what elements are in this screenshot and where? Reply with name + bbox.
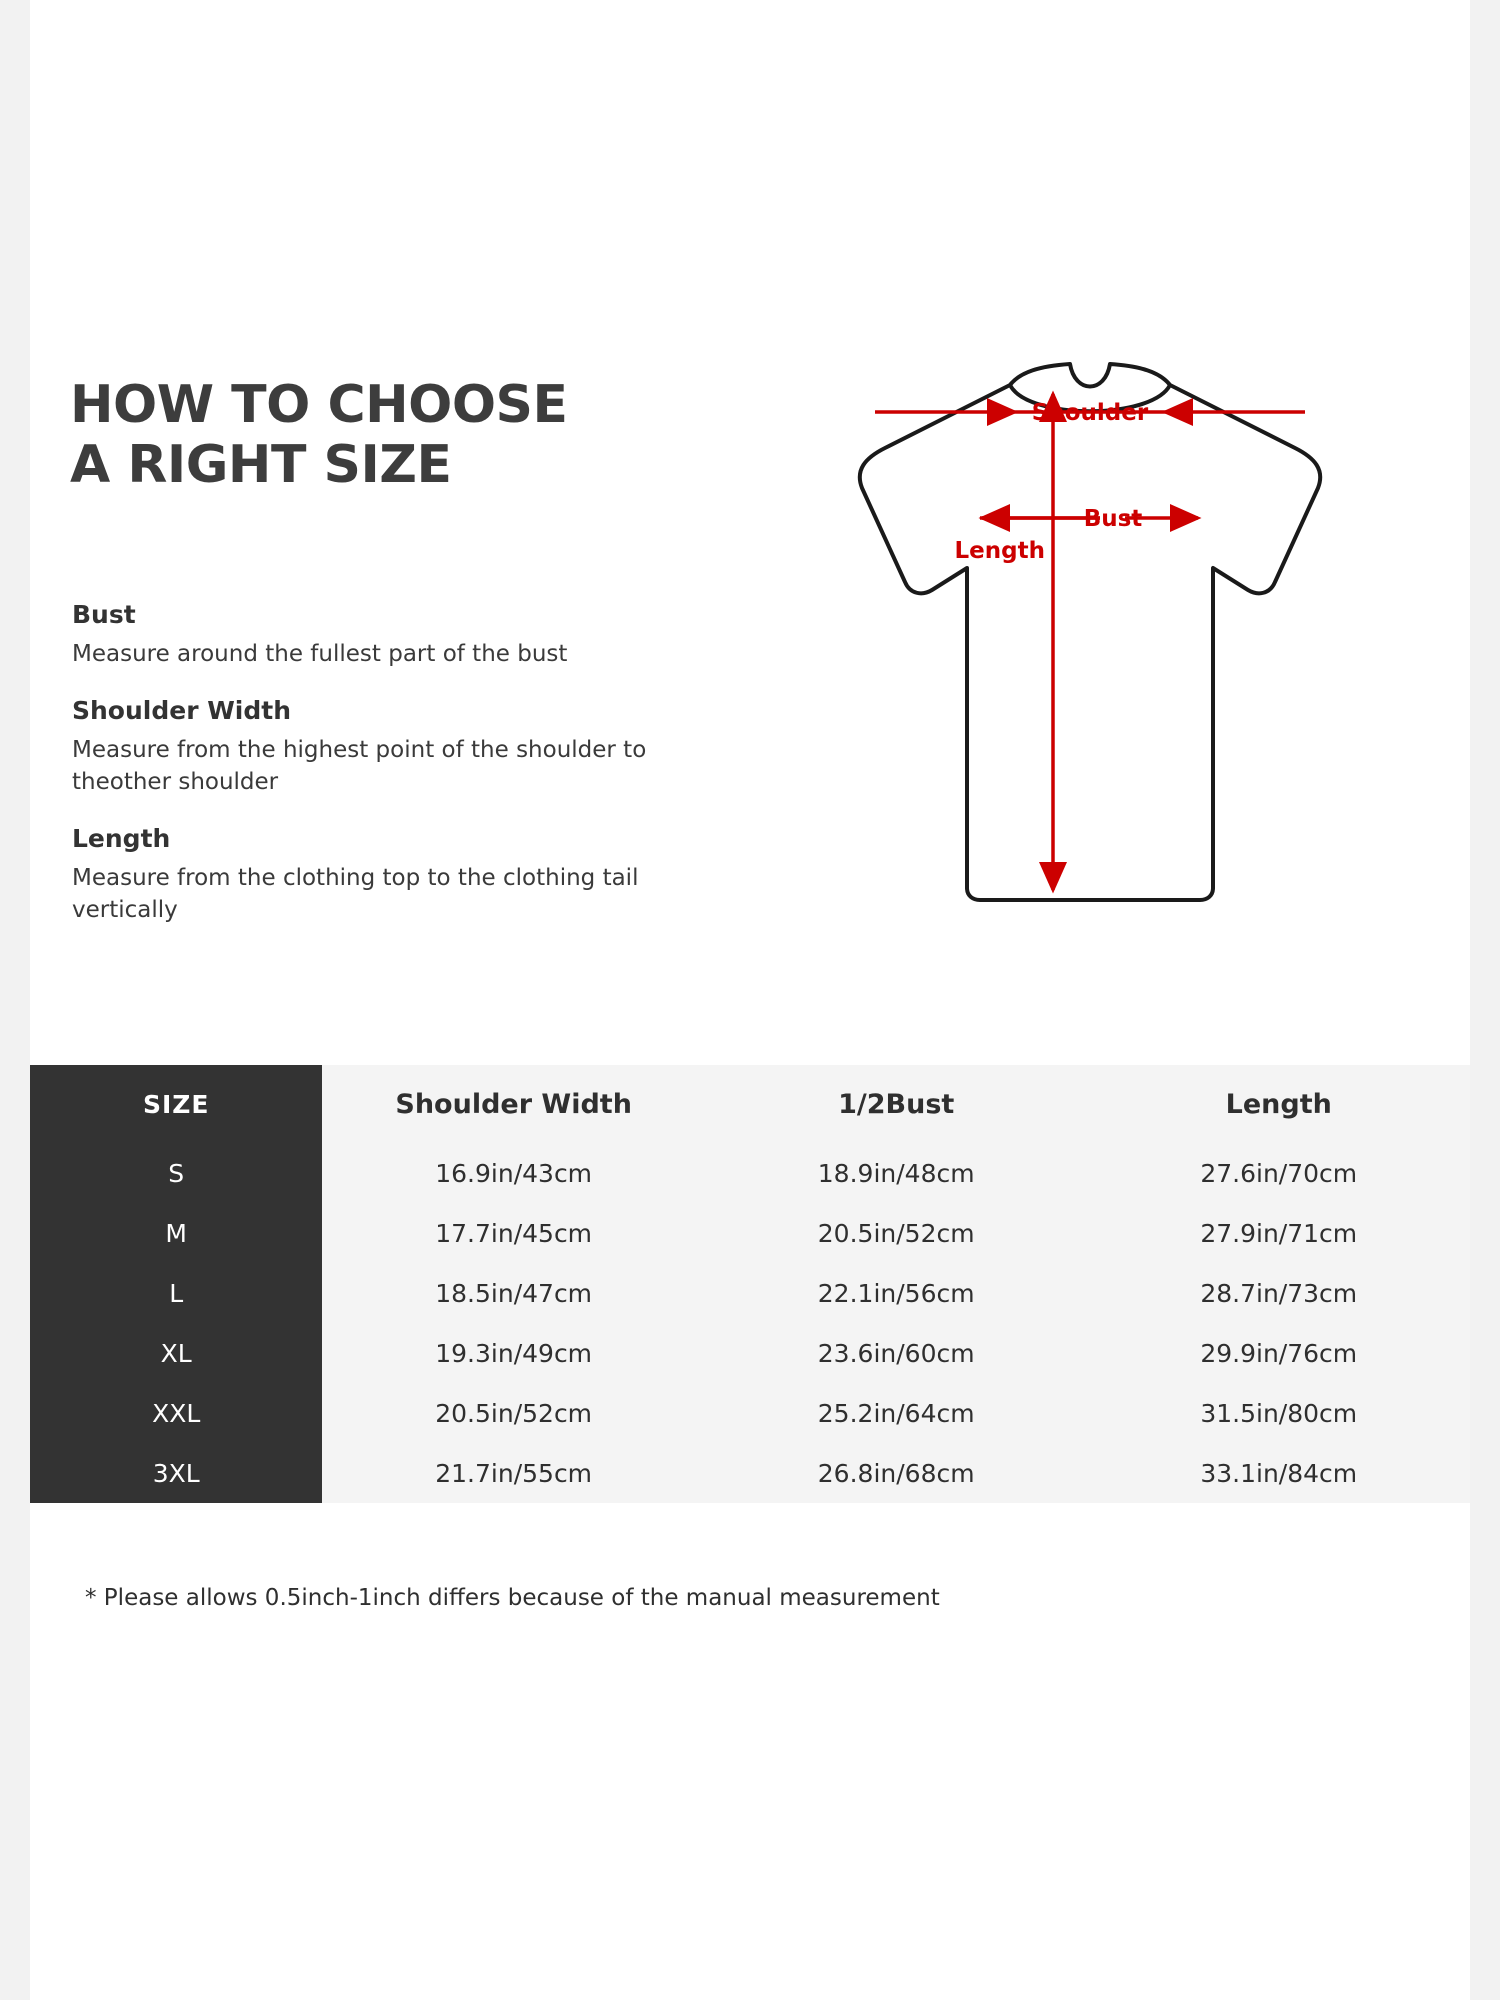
tshirt-measurement-diagram <box>770 360 1410 1020</box>
page-title-line-2: A RIGHT SIZE <box>70 435 452 495</box>
definition-term-shoulder-width: Shoulder Width <box>72 696 292 725</box>
cell-length: 27.9in/71cm <box>1087 1203 1470 1263</box>
shoulder-label: Shoulder <box>1031 400 1149 426</box>
definition-term-bust: Bust <box>72 600 136 629</box>
page-title <box>70 375 710 495</box>
table-row <box>30 1323 1470 1383</box>
definition-desc-bust: Measure around the fullest part of the bust <box>72 641 568 667</box>
cell-shoulder-width: 19.3in/49cm <box>322 1323 705 1383</box>
table-row <box>30 1203 1470 1263</box>
cell-shoulder-width: 18.5in/47cm <box>322 1263 705 1323</box>
cell-length: 28.7in/73cm <box>1087 1263 1470 1323</box>
cell-size: M <box>30 1203 322 1263</box>
cell-size: 3XL <box>30 1443 322 1503</box>
column-header-size: SIZE <box>30 1065 322 1143</box>
measurement-disclaimer: * Please allows 0.5inch-1inch differs because of the manual measurement <box>85 1585 940 1611</box>
definition-desc-shoulder-width: Measure from the highest point of the shoulder to theother shoulder <box>72 737 647 795</box>
size-guide-top-section <box>30 0 1470 1065</box>
table-row <box>30 1143 1470 1203</box>
column-header-length: Length <box>1087 1065 1470 1143</box>
column-header-shoulder-width: Shoulder Width <box>322 1065 705 1143</box>
cell-half-bust: 20.5in/52cm <box>705 1203 1088 1263</box>
length-label: Length <box>954 538 1045 564</box>
cell-shoulder-width: 21.7in/55cm <box>322 1443 705 1503</box>
table-row <box>30 1263 1470 1323</box>
cell-size: XXL <box>30 1383 322 1443</box>
size-chart-table <box>30 1065 1470 1503</box>
cell-half-bust: 22.1in/56cm <box>705 1263 1088 1323</box>
cell-length: 27.6in/70cm <box>1087 1143 1470 1203</box>
cell-half-bust: 23.6in/60cm <box>705 1323 1088 1383</box>
bust-label: Bust <box>1083 506 1143 532</box>
table-row <box>30 1383 1470 1443</box>
cell-half-bust: 26.8in/68cm <box>705 1443 1088 1503</box>
cell-size: XL <box>30 1323 322 1383</box>
size-guide-sheet <box>30 0 1470 2000</box>
cell-shoulder-width: 16.9in/43cm <box>322 1143 705 1203</box>
cell-length: 33.1in/84cm <box>1087 1443 1470 1503</box>
page-title-line-1: HOW TO CHOOSE <box>70 375 568 435</box>
measurement-definitions <box>72 600 692 926</box>
table-header-row <box>30 1065 1470 1143</box>
column-header-half-bust: 1/2Bust <box>705 1065 1088 1143</box>
cell-shoulder-width: 17.7in/45cm <box>322 1203 705 1263</box>
cell-half-bust: 25.2in/64cm <box>705 1383 1088 1443</box>
cell-shoulder-width: 20.5in/52cm <box>322 1383 705 1443</box>
cell-size: S <box>30 1143 322 1203</box>
definition-desc-length: Measure from the clothing top to the clothing tail vertically <box>72 865 639 923</box>
size-chart-table-wrapper <box>30 1065 1470 1550</box>
definition-term-length: Length <box>72 824 171 853</box>
table-row <box>30 1443 1470 1503</box>
tshirt-outline-shape <box>860 364 1320 900</box>
cell-half-bust: 18.9in/48cm <box>705 1143 1088 1203</box>
cell-length: 29.9in/76cm <box>1087 1323 1470 1383</box>
cell-length: 31.5in/80cm <box>1087 1383 1470 1443</box>
cell-size: L <box>30 1263 322 1323</box>
